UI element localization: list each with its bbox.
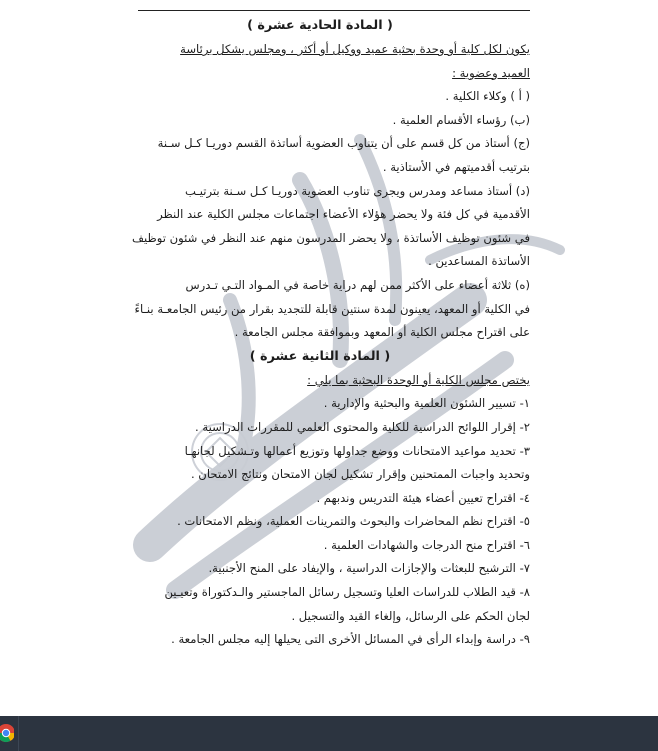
article-11-heading: ( المادة الحادية عشرة )	[247, 18, 393, 33]
article-11-item-h-line-1: (ه) ثلاثة أعضاء على الأكثر ممن لهم دراية خاصة في المـواد التـي تـدرس	[185, 277, 530, 292]
article-12-item-3-line-1: ٣- تحديد مواعيد الامتحانات ووضع جداولها وتوزيع أعمالها وتـشكيل لجانهـا	[184, 443, 530, 458]
article-11-item-d-line-2: الأقدمية في كل فئة ولا يحضر هؤلاء الأعضاء اجتماعات مجلس الكلية عند النظر	[157, 207, 530, 222]
article-12-item-7: ٧- الترشيح للبعثات والإجازات الدراسية ، والإيفاد على المنح الأجنبية.	[208, 561, 530, 576]
article-12-item-4: ٤- اقتراح تعيين أعضاء هيئة التدريس وندبهم .	[316, 490, 530, 505]
document-body	[110, 14, 530, 652]
article-11-item-a: ( أ ) وكلاء الكلية .	[445, 89, 530, 104]
article-11-item-d-line-1: (د) أستاذ مساعد ومدرس ويجرى تناوب العضوية دوريـا كـل سـنة بترتيـب	[185, 183, 530, 198]
top-rule	[138, 10, 530, 11]
article-12-item-3-line-2: وتحديد واجبات الممتحنين وإقرار تشكيل لجان الامتحان ونتائج الامتحان .	[190, 467, 530, 482]
article-11-item-d-line-3: في شئون توظيف الأساتذة ، ولا يحضر المدرسون منهم عند النظر في شئون توظيف	[131, 230, 530, 245]
article-12-item-8-line-2: لجان الحكم على الرسائل، وإلغاء القيد والتسجيل .	[291, 608, 530, 623]
article-12-item-1: ١- تسيير الشئون العلمية والبحثية والإدارية .	[323, 396, 530, 411]
article-12-item-9: ٩- دراسة وإبداء الرأى في المسائل الأخرى التى يحيلها إليه مجلس الجامعة .	[171, 632, 530, 647]
taskbar	[0, 716, 658, 751]
article-12-heading: ( المادة الثانية عشرة )	[249, 348, 391, 364]
article-11-item-c-line-2: بترتيب أقدميتهم في الأستاذية .	[382, 159, 530, 174]
article-12-item-6: ٦- اقتراح منح الدرجات والشهادات العلمية .	[323, 537, 530, 552]
article-11-intro-line-2: العميد وعضوية :	[452, 65, 530, 80]
article-11-item-h-line-2: في الكلية أو المعهد، يعينون لمدة سنتين قابلة للتجديد بقرار من رئيس الجامعـة بنـاءً	[134, 301, 530, 316]
article-11-item-b: (ب) رؤساء الأقسام العلمية .	[392, 112, 530, 127]
article-12-item-2: ٢- إقرار اللوائح الدراسية للكلية والمحتوى العلمي للمقررات الدراسية .	[195, 419, 530, 434]
article-12-item-8-line-1: ٨- قيد الطلاب للدراسات العليا وتسجيل رسائل الماجستير والـدكتوراة وتعيـين	[164, 585, 530, 600]
article-11-item-h-line-3: على اقتراح مجلس الكلية أو المعهد وبموافقة مجلس الجامعة .	[234, 325, 530, 340]
article-12-item-5: ٥- اقتراح نظم المحاضرات والبحوث والتمرينات العملية، ونظم الامتحانات .	[177, 514, 530, 529]
article-12-intro: يختص مجلس الكلية أو الوحدة البحثية بما يلي :	[307, 372, 530, 387]
article-11-item-d-line-4: الأساتذة المساعدين .	[428, 254, 530, 269]
chrome-taskbar-button[interactable]	[0, 722, 14, 744]
chrome-icon	[0, 722, 14, 744]
article-11-intro-line-1: يكون لكل كلية أو وحدة بحثية عميد ووكيل أو أكثر ، ومجلس يشكل برئاسة	[180, 42, 530, 56]
taskbar-separator	[18, 716, 19, 751]
article-11-item-c-line-1: (ج) أستاذ من كل قسم على أن يتناوب العضوية أساتذة القسم دوريـا كـل سـنة	[157, 136, 530, 151]
